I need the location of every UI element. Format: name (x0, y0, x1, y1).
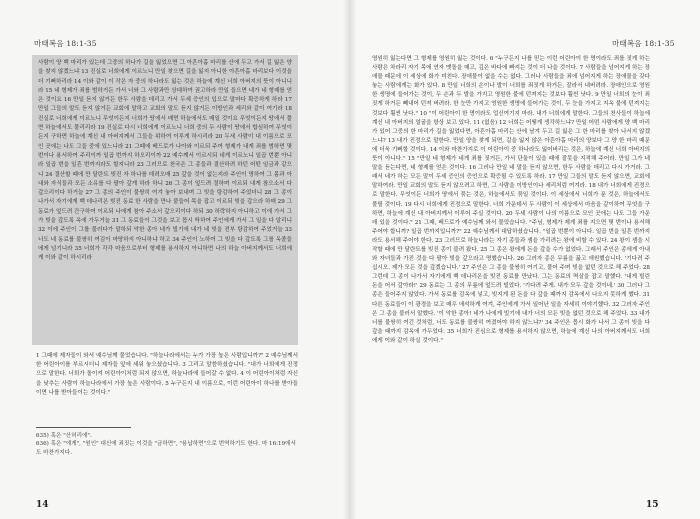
book-gutter (343, 0, 357, 519)
right-body-text-block (372, 55, 650, 493)
page-number-left: 14 (36, 500, 49, 510)
footnote-636: 636) 혹은 "에게", "원인" 대신에 죄짓는 이것을 "금하면", "용납하면"으로 번역하기도 한다. 마 16:19에서도 마찬가지다. (36, 441, 296, 456)
running-head-right: 마태복음 18:1-35 (612, 39, 675, 48)
footnote-divider (36, 427, 131, 428)
page-number-right: 15 (646, 500, 659, 510)
running-head-left: 마태복음 18:1-35 (34, 39, 97, 48)
intro-paragraph: 1 그때에 제자들이 와서 예수님께 물었습니다. "하늘나라에서는 누가 가장 높은 사람입니까?" 2 예수님께서 한 어린아이를 부르시더니 제자들 앞에 세워 놓으셨습니다. 3 그리고 말씀하셨습니다. "내가 너희에게 진정으로 말한다. 너희가 돌이켜 어린아이처럼 되지 않으면, 하늘나라에 들어갈 수 없다. 4 이 어린아이처럼 자신을 낮추는 사람이 하늘나라에서 가장 높은 사람이다. 5 누구든지 내 이름으로, 이런 어린아이 하나를 받아들이면 나를 받아들이는 것이다." (36, 353, 298, 396)
footnotes (36, 432, 298, 457)
footnote-635: 635) 혹은 "산허리에". (36, 433, 92, 439)
scripture-passage-box (32, 55, 298, 345)
scripture-passage-text: 사람이 양 백 마리가 있는데 그중의 하나가 길을 잃었으면 그 아흔아홉 마리를 산에 두고 가서 길 잃은 양을 찾지 않겠느냐 13 진실로 너희에게 이르노니 만일 찾으면 길을 잃지 아니한 아흔아홉 마리보다 이것을 더 기뻐하리라 14 이와 같이 이 작은 자 중의 하나라도 잃는 것은 하늘에 계신 너희 아버지의 뜻이 아니니라 15 네 형제가 죄를 범하거든 가서 너와 그 사람과만 상대하여 권고하라 만일 들으면 네가 네 형제를 얻은 것이요 16 만일 듣지 않거든 한두 사람을 데리고 가서 두세 증인의 입으로 말마다 확증하게 하라 17 만일 그들의 말도 듣지 않거든 교회에 말하고 교회의 말도 듣지 않거든 이방인과 세리와 같이 여기라 18 진실로 너희에게 이르노니 무엇이든지 너희가 땅에서 매면 하늘에서도 매일 것이요 무엇이든지 땅에서 풀면 하늘에서도 풀리리라 19 진실로 다시 너희에게 이르노니 너희 중의 두 사람이 땅에서 합심하여 무엇이든지 구하면 하늘에 계신 내 아버지께서 그들을 위하여 이루게 하시리라 20 두세 사람이 내 이름으로 모인 곳에는 나도 그들 중에 있느니라 21 그때에 베드로가 나아와 이르되 주여 형제가 내게 죄를 범하면 몇 번이나 용서하여 주리이까 일곱 번까지 하오리이까 22 예수께서 이르시되 네게 이르노니 일곱 번뿐 아니라 일곱 번을 일흔 번까지라도 할지니라 23 그러므로 천국은 그 종들과 결산하려 하던 어떤 임금과 같으니 24 결산할 때에 만 달란트 빚진 자 하나를 데려오매 25 갚을 것이 없는지라 주인이 명하여 그 몸과 아내와 자식들과 모든 소유를 다 팔아 갚게 하라 하니 26 그 종이 엎드려 절하며 이르되 내게 참으소서 다 갚으리이다 하거늘 27 그 종의 주인이 불쌍히 여겨 놓아 보내며 그 빚을 탕감하여 주었더니 28 그 종이 나가서 자기에게 백 데나리온 빚진 동료 한 사람을 만나 붙들어 목을 잡고 이르되 빚을 갚으라 하매 29 그 동료가 엎드려 간구하여 이르되 나에게 참아 주소서 갚으리이다 하되 30 허락하지 아니하고 이에 가서 그가 빚을 갚도록 옥에 가두거늘 31 그 동료들이 그것을 보고 몹시 딱하여 주인에게 가서 그 일을 다 알리니 32 이에 주인이 그를 불러다가 말하되 악한 종아 네가 빌기에 내가 네 빚을 전부 탕감하여 주었거늘 33 너도 네 동료를 불쌍히 여김이 마땅하지 아니하냐 하고 34 주인이 노하여 그 빚을 다 갚도록 그를 옥졸들에게 넘기니라 35 너희가 각각 마음으로부터 형제를 용서하지 아니하면 나의 하늘 아버지께서도 너희에게 이와 같이 하시리라 (38, 60, 292, 262)
intro-paragraph-block (36, 352, 298, 397)
right-body-text: 영원히 잃는다면 그 형제를 영원히 잃는 것이다. 6 "누구든지 나를 믿는 이런 어린아이 한 명이라도 죄를 짓게 하는 사람은 차라리 자기 목에 연자 맷돌을 매고, 깊은 바다에 빠지는 것이 더 나을 것이다. 7 사람들을 넘어지게 하는 장애물 때문에 이 세상에 화가 미친다. 장애물이 없을 수는 없다. 그러나 사람들을 죄에 넘어지게 하는 장애물을 갖다 놓는 사람에게는 화가 있다. 8 만일 너희의 손이나 발이 너희를 죄짓게 하거든, 잘라서 내버려라. 장애인으로 영원한 생명에 들어가는 것이, 두 손과 두 발을 가지고 영원한 불에 던져지는 것보다 훨씬 낫다. 9 만일 너희의 눈이 죄짓게 하거든 빼내어 던져 버려라. 한 눈만 가지고 영원한 생명에 들어가는 것이, 두 눈을 가지고 지옥 불에 던져지는 것보다 훨씬 낫다." 10 "이 어린아이 한 명이라도 업신여기지 마라. 내가 너희에게 말한다. 그들의 천사들이 하늘에 계신 내 아버지의 얼굴을 항상 보고 있다. 11 (없음) 12 너희는 어떻게 생각하느냐? 만일 어떤 사람에게 양 백 마리가 있어 그중의 한 마리가 길을 잃었다면, 아흔아홉 마리는 산에 남겨 두고 길 잃은 그 한 마리를 찾아 나서지 않겠느냐? 13 내가 진정으로 말한다. 만일 양을 찾게 되면, 길을 잃지 않은 아흔아홉 마리의 양보다 그 양 한 마리 때문에 더욱 기뻐할 것이다. 14 이와 마찬가지로 이 어린아이 중 하나라도 잃어버리는 것은, 하늘에 계신 너희 아버지의 뜻이 아니다." 15 "만일 네 형제가 네게 죄를 짓거든, 가서 단둘이 있을 때에 잘못을 지적해 주어라. 만일 그가 네 말을 듣는다면, 네 형제를 얻은 것이다. 16 그러나 만일 네 말을 듣지 않으면, 한두 사람을 데리고 다시 가거라. 그래서 네가 하는 모든 말이 두세 증인의 증언으로 확증될 수 있도록 하라. 17 만일 그들의 말도 듣지 않으면, 교회에 말하여라. 만일 교회의 말도 듣지 않으려고 하면, 그 사람을 이방인이나 세리처럼 여겨라. 18 내가 너희에게 진정으로 말한다. 무엇이든 너희가 땅에서 묶는 것은, 하늘에서도 묶일 것이다. 이 세상에서 너희가 푼 것은, 하늘에서도 풀릴 것이다. 19 다시 너희에게 진정으로 말한다. 너희 가운데서 두 사람이 이 세상에서 마음을 같이하여 무엇을 구하면, 하늘에 계신 내 아버지께서 이루어 주실 것이다. 20 두세 사람이 나의 이름으로 모인 곳에는 나도 그들 가운데 있을 것이다." 21 그때, 베드로가 예수님께 와서 물었습니다. "주님, 형제가 제게 죄를 지으면 몇 번이나 용서해 주어야 합니까? 일곱 번까지입니까?" 22 예수님께서 대답하셨습니다. "일곱 번뿐이 아니다. 일곱 번을 일흔 번까지라도 용서해 주어야 한다. 23 그러므로 하늘나라는 자기 종들과 셈을 가리려는 왕에 비할 수 있다. 24 왕이 셈을 시작할 때에 만 달란트를 빚진 종이 불려 왔다. 25 그 종은 왕에게 돈을 갚을 수가 없었다. 그래서 주인은 종에게 아내와 자녀들과 가진 것을 다 팔아 빚을 갚으라고 명했습니다. 26 그러자 종은 무릎을 꿇고 애원했습니다. '기다려 주십시오. 제가 모든 것을 갚겠습니다.' 27 주인은 그 종을 불쌍히 여기고, 풀어 주며 빚을 없던 것으로 해 주었다. 28 그런데 그 종이 나가서 자기에게 백 데나리온을 빚진 동료를 만났다. 그는 동료의 멱살을 잡고 말했다. '내게 빌린 돈을 어서 갚아라!' 29 동료는 그 종의 무릎에 엎드려 빌었다. '기다려 주게. 내가 모두 갚을 것이네.' 30 그러나 그 종은 들어주지 않았다. 가서 동료를 감옥에 넣고, 빚지게 된 돈을 다 갚을 때까지 감옥에서 나오지 못하게 했다. 31 다른 동료들이 이 광경을 보고 매우 애석하게 여겨, 주인에게 가서 일어난 일을 자세히 이야기했다. 32 그러자 주인은 그 종을 불러서 말했다. '이 악한 종아! 네가 나에게 빌기에 내가 너의 모든 빚을 없던 것으로 해 주었다. 33 내가 너를 불쌍히 여긴 것처럼, 너도 동료를 불쌍히 여겼어야 하지 않느냐?' 34 주인은 몹시 화가 나서 그 종이 빚을 다 갚을 때까지 감옥에 가두었다. 35 너희가 진심으로 형제를 용서하지 않으면, 하늘에 계신 나의 아버지께서도 너희에게 이와 같이 하실 것이다." (372, 56, 650, 344)
